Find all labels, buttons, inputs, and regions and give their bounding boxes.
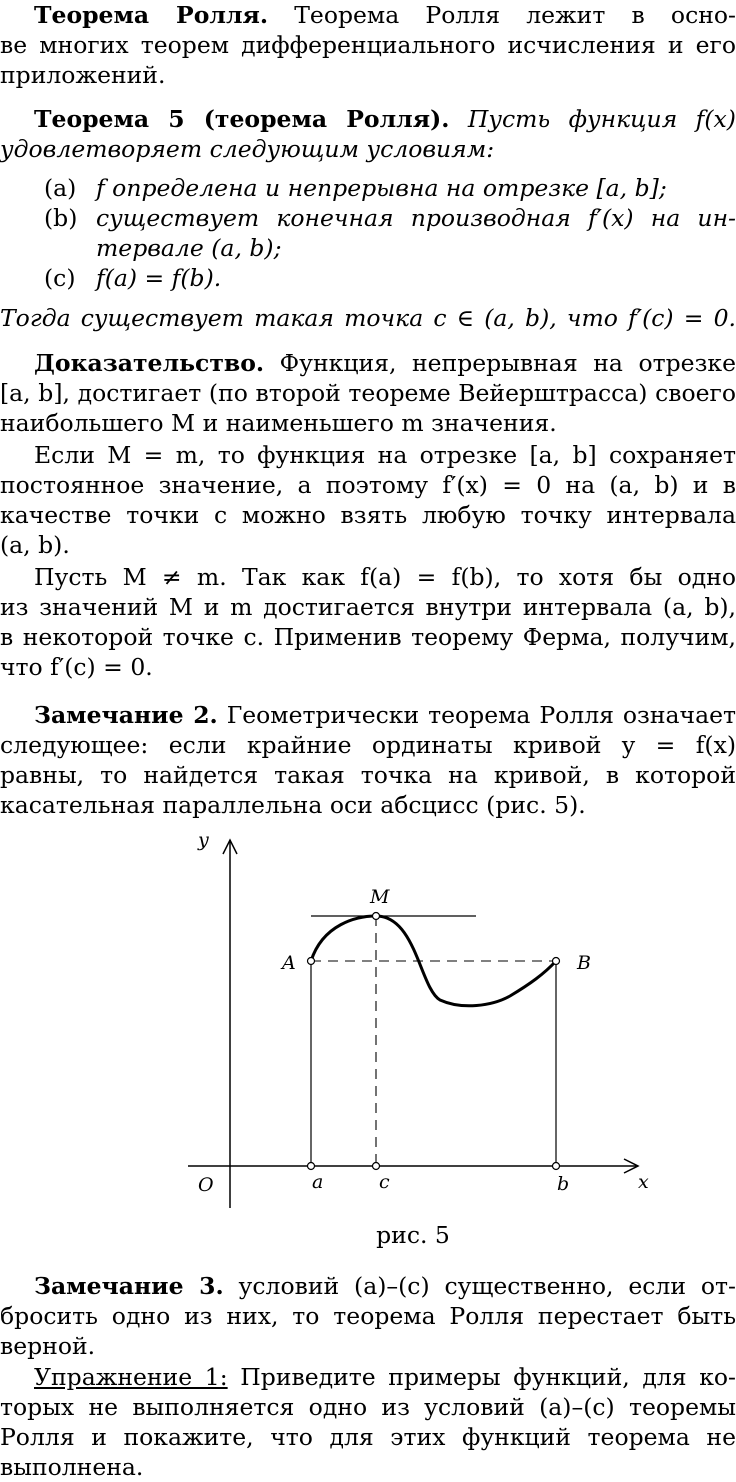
proof2-line3: качестве точки c можно взять любую точку интервала — [0, 501, 736, 529]
condition-c — [0, 263, 736, 293]
remark2-text: Геометрически теорема Ролля означает — [226, 701, 736, 729]
remark3-text: условий (a)–(c) существенно, если от- — [238, 1272, 736, 1300]
label-x: x — [638, 1171, 649, 1193]
exercise-text: Приведите примеры функций, для ко- — [240, 1363, 736, 1391]
condition-label: (b) — [44, 204, 78, 232]
proof-line2: [a, b], достигает (по второй теореме Вейерштрасса) своего — [0, 379, 736, 407]
label-b: b — [557, 1173, 570, 1195]
theorem5-conclusion-line: Тогда существует такая точка c ∈ (a, b), что f′(c) = 0. — [0, 304, 736, 332]
proof-paragraph-3 — [0, 562, 736, 682]
label-A: A — [282, 952, 296, 974]
theorem5-header — [0, 104, 736, 164]
remark3-line3: верной. — [0, 1332, 96, 1360]
figure-rolle — [180, 828, 650, 1218]
remark3-paragraph — [0, 1271, 736, 1361]
exercise-line3: Ролля и покажите, что для этих функций теорема не — [0, 1423, 736, 1451]
proof-paragraph — [0, 348, 736, 438]
theorem5-conditions — [0, 173, 736, 293]
proof2-line2: постоянное значение, а поэтому f′(x) = 0 на (a, b) и в — [0, 471, 736, 499]
rolle-intro-paragraph — [0, 0, 736, 90]
condition-a — [0, 173, 736, 203]
rolle-intro-line1 — [0, 0, 736, 30]
proof2-line4: (a, b). — [0, 531, 70, 559]
proof-paragraph-2 — [0, 440, 736, 560]
point-a — [308, 1163, 315, 1170]
condition-text: существует конечная производная f′(x) на ин- — [96, 204, 736, 232]
label-O: O — [198, 1174, 214, 1196]
exercise-line4: выполнена. — [0, 1453, 144, 1481]
label-y: y — [198, 829, 209, 851]
remark2-line1 — [0, 700, 736, 730]
remark3-line1 — [0, 1271, 736, 1301]
rolle-intro-line3: приложений. — [0, 61, 166, 89]
theorem5-line2: удовлетворяет следующим условиям: — [0, 135, 495, 163]
remark2-line2: следующее: если крайние ординаты кривой y = f(x) — [0, 731, 736, 759]
proof3-line1: Пусть M ≠ m. Так как f(a) = f(b), то хотя бы одно — [34, 563, 736, 591]
proof-line3: наибольшего M и наименьшего m значения. — [0, 409, 557, 437]
exercise-label: Упражнение 1: — [34, 1363, 228, 1391]
label-c: c — [379, 1171, 390, 1193]
remark2-paragraph — [0, 700, 736, 820]
rolle-intro-title: Теорема Ролля. — [34, 1, 269, 29]
exercise-line2: торых не выполняется одно из условий (a)–(c) теоремы — [0, 1393, 736, 1421]
proof-line1 — [0, 348, 736, 378]
theorem5-text: Пусть функция f(x) — [467, 105, 736, 133]
condition-text: тервале (a, b); — [96, 234, 282, 262]
point-b — [553, 1163, 560, 1170]
condition-b-continued — [0, 233, 736, 263]
remark2-line4: касательная параллельна оси абсцисс (рис. 5). — [0, 791, 586, 819]
condition-text: f определена и непрерывна на отрезке [a, b]; — [96, 174, 667, 202]
rolle-intro-text: Теорема Ролля лежит в осно- — [294, 1, 736, 29]
condition-text: f(a) = f(b). — [96, 264, 222, 292]
condition-label: (a) — [44, 174, 77, 202]
point-A — [308, 958, 315, 965]
remark2-line3: равны, то найдется такая точка на кривой, в которой — [0, 761, 736, 789]
point-M — [373, 913, 380, 920]
proof3-line2: из значений M и m достигается внутри интервала (a, b), — [0, 593, 736, 621]
condition-label: (c) — [44, 264, 76, 292]
point-c — [373, 1163, 380, 1170]
label-B: B — [577, 952, 591, 974]
exercise-paragraph — [0, 1362, 736, 1482]
proof3-line3: в некоторой точке c. Применив теорему Ферма, получим, — [0, 623, 736, 651]
figure-caption — [45, 1220, 736, 1250]
remark3-title: Замечание 3. — [34, 1272, 224, 1300]
rolle-intro-line2: ве многих теорем дифференциального исчисления и его — [0, 31, 736, 59]
remark3-line2: бросить одно из них, то теорема Ролля перестает быть — [0, 1302, 736, 1330]
proof-text: Функция, непрерывная на отрезке — [279, 349, 736, 377]
remark2-title: Замечание 2. — [34, 701, 218, 729]
proof3-line4: что f′(c) = 0. — [0, 653, 153, 681]
figure-caption-text: рис. 5 — [376, 1221, 450, 1249]
theorem5-line1 — [0, 104, 736, 134]
theorem5-title: Теорема 5 (теорема Ролля). — [34, 105, 450, 133]
proof2-line1: Если M = m, то функция на отрезке [a, b] сохраняет — [34, 441, 736, 469]
label-M: M — [370, 886, 390, 908]
exercise-line1 — [0, 1362, 736, 1392]
condition-b — [0, 203, 736, 233]
proof-title: Доказательство. — [34, 349, 265, 377]
point-B — [553, 958, 560, 965]
label-a: a — [312, 1171, 324, 1193]
theorem5-conclusion — [0, 303, 736, 333]
